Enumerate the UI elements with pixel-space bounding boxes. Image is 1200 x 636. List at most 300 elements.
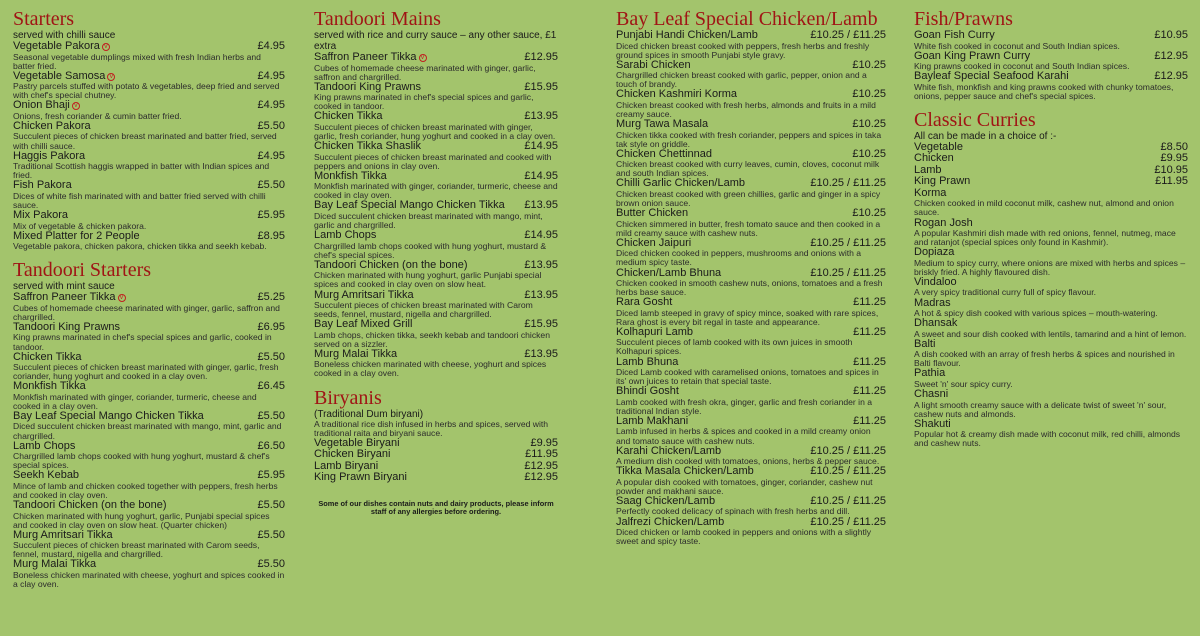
menu-item-name-text: Chicken Pakora: [13, 119, 91, 132]
menu-item: [914, 218, 1188, 248]
menu-item-name: [616, 30, 758, 42]
section-spacer: [13, 251, 285, 259]
menu-item-description: King prawns marinated in chef's special spices and garlic, cooked in tandoor.: [13, 332, 272, 352]
section-subtitle: served with rice and curry sauce – any other sauce, £1 extra: [314, 30, 557, 52]
menu-item-name-text: Bhindi Gosht: [616, 385, 679, 398]
menu-item-description: A light smooth creamy sauce with a delicate twist of sweet 'n' sour, cashew nuts and almonds.: [914, 399, 1167, 419]
menu-item-description: A hot & spicy dish cooked with various spices – mouth-watering.: [914, 308, 1158, 319]
menu-item-name-text: Pathia: [914, 367, 946, 380]
menu-item-price: £15.95: [524, 80, 558, 93]
menu-item-name-text: Chicken/Lamb Bhuna: [616, 266, 722, 279]
menu-item-name-text: Lamb Chops: [314, 229, 377, 242]
section-intro: A traditional rice dish infused in herbs and spices, served with traditional raita and biryani sauce.: [314, 418, 549, 438]
menu-item-description: Diced chicken cooked in peppers, mushrooms and onions with a medium spicy taste.: [616, 248, 862, 268]
menu-item-description: Chicken breast cooked with fresh herbs, almonds and fruits in a mild creamy sauce.: [616, 99, 876, 119]
menu-item-name-text: Saag Chicken/Lamb: [616, 494, 716, 507]
menu-item: [13, 151, 285, 181]
section-title: Tandoori Starters: [13, 259, 152, 282]
menu-item-row: [13, 210, 285, 222]
menu-item-price: £14.95: [524, 140, 558, 153]
menu-section: [13, 251, 285, 589]
menu-item-name: [314, 52, 427, 64]
menu-item-price: £10.95: [1154, 163, 1188, 176]
menu-item-description: Chicken breast cooked with curry leaves, cumin, cloves, coconut milk and south Indian spices.: [616, 159, 880, 179]
menu-item-description: Boneless chicken marinated with cheese, yoghurt and spices cooked in a clay oven.: [13, 569, 285, 589]
menu-item-price: £8.95: [257, 229, 285, 242]
menu-item-price: £10.25: [852, 147, 886, 160]
menu-item-price: £5.50: [257, 558, 285, 571]
menu-item-name-text: Monkfish Tikka: [13, 380, 86, 393]
menu-item: [616, 268, 886, 298]
menu-item: [13, 381, 285, 411]
menu-item-description: Traditional Scottish haggis wrapped in batter with Indian spices and fried.: [13, 161, 270, 181]
menu-item-row: [616, 119, 886, 131]
menu-item-price: £12.95: [524, 51, 558, 63]
menu-item-description: Diced lamb steeped in gravy of spicy mince, soaked with rare spices, Rara ghost is every bit regal in taste and appearance.: [616, 307, 879, 327]
menu-item-price: £6.50: [257, 439, 285, 452]
menu-item-name-text: Sarabi Chicken: [616, 58, 691, 71]
note-spacer: [314, 484, 558, 492]
section-spacer: [314, 379, 558, 387]
menu-item: [914, 176, 1188, 188]
menu-item: [13, 500, 285, 530]
menu-item-name-text: Murg Amritsari Tikka: [314, 288, 414, 301]
menu-item-row: [314, 319, 558, 331]
menu-item: [914, 368, 1188, 389]
menu-item-name-text: Murg Malai Tikka: [314, 347, 398, 360]
menu-item-name-text: Kolhapuri Lamb: [616, 325, 694, 338]
menu-item-price: £11.95: [525, 448, 558, 461]
menu-item-name-text: Shakuti: [914, 417, 951, 430]
menu-item: [616, 119, 886, 149]
menu-column-2: [314, 8, 558, 516]
menu-item-description: Succulent pieces of chicken breast marinated and batter fried, served with chilli sauce.: [13, 131, 277, 151]
menu-item-name-text: Dhansak: [914, 317, 958, 330]
menu-item: [13, 559, 285, 589]
menu-item-description: Succulent pieces of lamb cooked with its own juices in smooth Kolhapuri spices.: [616, 337, 853, 357]
menu-item-description: Chargrilled lamb chops cooked with hung yoghurt, mustard & chef's special spices.: [314, 240, 547, 260]
menu-item-description: King prawns cooked in coconut and South Indian spices.: [914, 61, 1130, 72]
menu-section: [914, 101, 1188, 449]
menu-item-name-text: Vegetable Pakora: [13, 40, 100, 52]
section-subtitle: served with chilli sauce: [13, 30, 116, 41]
menu-item-row: [13, 292, 285, 304]
menu-item-name-text: Murg Amritsari Tikka: [13, 528, 113, 541]
menu-item-name-text: Korma: [914, 186, 947, 199]
menu-item-price: £13.95: [524, 110, 558, 123]
menu-item-row: [914, 176, 1188, 188]
menu-item-name: [914, 71, 1069, 83]
section-spacer: [914, 101, 1188, 109]
menu-item: [914, 339, 1188, 369]
menu-item-description: Sweet 'n' sour spicy curry.: [914, 378, 1013, 389]
section-title: Starters: [13, 8, 75, 30]
menu-item: [13, 352, 285, 382]
menu-item-price: £5.50: [257, 179, 285, 192]
menu-item-description: A dish cooked with an array of fresh herbs & spices and nourished in Balti flavour.: [914, 349, 1175, 369]
menu-item-name: [13, 210, 68, 222]
menu-item-price: £14.95: [524, 169, 558, 182]
menu-item-row: [616, 30, 886, 42]
menu-item-price: £10.25 / £11.25: [810, 177, 886, 190]
menu-item-price: £14.95: [524, 229, 558, 242]
menu-item: [314, 141, 558, 171]
menu-item-price: £13.95: [524, 199, 558, 212]
menu-item-name-text: Saffron Paneer Tikka: [13, 291, 116, 304]
menu-item-description: Chicken simmered in butter, fresh tomato sauce and then cooked in a mild creamy sauce with cashew nuts.: [616, 218, 881, 238]
menu-item: [914, 30, 1188, 51]
menu-section: [314, 8, 558, 379]
menu-item: [914, 71, 1188, 101]
menu-item-price: £10.25 / £11.25: [810, 494, 886, 507]
menu-item: [914, 298, 1188, 319]
menu-item-price: £13.95: [524, 288, 558, 301]
menu-item: [914, 247, 1188, 277]
menu-item: [914, 153, 1188, 165]
menu-item-price: £4.95: [257, 99, 285, 112]
menu-item-description: Perfectly cooked delicacy of spinach with fresh herbs and dill.: [616, 506, 850, 517]
menu-item-name-text: Vegetable: [914, 140, 963, 153]
menu-item: [616, 208, 886, 238]
menu-item-price: £13.95: [524, 258, 558, 271]
menu-item-price: £8.50: [1160, 140, 1188, 153]
section-subtitle: served with mint sauce: [13, 281, 115, 293]
menu-item-description: Diced succulent chicken breast marinated with mango, mint, garlic and chargrilled.: [13, 421, 282, 441]
menu-item-description: Succulent pieces of chicken breast marinated with Carom seeds, fennel, mustard, nigella and chargrilled.: [314, 300, 533, 320]
menu-item-name-text: Madras: [914, 296, 951, 309]
menu-item-description: Diced Lamb cooked with caramelised onions, tomatoes and spices in its' own juices to retain that special taste.: [616, 367, 879, 387]
menu-item-description: Diced chicken breast cooked with peppers, fresh herbs and freshly ground spices in smooth Punjabi style gravy.: [616, 40, 870, 60]
menu-item: [13, 292, 285, 322]
menu-item-description: Succulent pieces of chicken breast marinated with Carom seeds, fennel, mustard, nigella and chargrilled.: [13, 540, 260, 560]
menu-item: [314, 200, 558, 230]
menu-item: [616, 327, 886, 357]
menu-item-price: £11.25: [853, 296, 886, 309]
menu-item-description: A very spicy traditional curry full of spicy flavour.: [914, 287, 1096, 298]
menu-item: [314, 472, 558, 484]
menu-item-name-text: Punjabi Handi Chicken/Lamb: [616, 29, 758, 41]
menu-item-name-text: Mix Pakora: [13, 209, 69, 222]
menu-item: [13, 530, 285, 560]
menu-item-description: Chicken cooked in smooth cashew nuts, onions, tomatoes and a fresh herbs base sauce.: [616, 278, 883, 298]
menu-item-price: £5.50: [257, 528, 285, 541]
menu-item-name-text: Haggis Pakora: [13, 149, 86, 162]
vegetarian-icon: V: [109, 73, 114, 80]
menu-item-name-text: Fish Pakora: [13, 179, 72, 192]
menu-item-name-text: Butter Chicken: [616, 207, 689, 220]
menu-item-price: £5.50: [257, 119, 285, 132]
menu-item-name-text: Chicken Kashmiri Korma: [616, 88, 738, 101]
menu-item-name-text: Bay Leaf Special Mango Chicken Tikka: [314, 199, 505, 212]
menu-item-description: Lamb cooked with fresh okra, ginger, garlic and fresh coriander in a traditional Indian style.: [616, 396, 873, 416]
menu-item-description: Diced chicken or lamb cooked in peppers and onions with a slightly sweet and spicy taste.: [616, 527, 872, 547]
menu-item-row: [914, 30, 1188, 42]
menu-item-name-text: Goan Fish Curry: [914, 29, 995, 41]
menu-item-price: £5.50: [257, 409, 285, 422]
menu-item: [13, 411, 285, 441]
menu-item-name-text: Murg Tawa Masala: [616, 118, 709, 131]
section-title: Biryanis: [314, 386, 382, 409]
menu-item: [914, 277, 1188, 298]
menu-item: [914, 389, 1188, 419]
menu-item-name-text: Tandoori Chicken (on the bone): [13, 499, 167, 512]
menu-item-name-text: Karahi Chicken/Lamb: [616, 444, 722, 457]
menu-item-price: £10.25 / £11.25: [810, 29, 886, 41]
menu-item-description: Mix of vegetable & chicken pakora.: [13, 220, 147, 231]
menu-item-name-text: Chicken Chettinnad: [616, 147, 713, 160]
menu-item-name-text: Chicken Biryani: [314, 448, 391, 461]
menu-item-row: [314, 230, 558, 242]
menu-item-name-text: Rara Gosht: [616, 296, 673, 309]
menu-item: [616, 149, 886, 179]
menu-item: [13, 210, 285, 231]
menu-item-name-text: Murg Malai Tikka: [13, 558, 97, 571]
menu-item-description: Boneless chicken marinated with cheese, yoghurt and spices cooked in a clay oven.: [314, 359, 547, 379]
menu-item: [616, 238, 886, 268]
menu-item-name-text: Onion Bhaji: [13, 99, 70, 112]
menu-item: [616, 297, 886, 327]
menu-item: [616, 416, 886, 446]
menu-item-name-text: Saffron Paneer Tikka: [314, 51, 417, 63]
menu-item-price: £10.25: [852, 207, 886, 220]
menu-item-price: £10.25 / £11.25: [810, 266, 886, 279]
menu-item-name: [314, 141, 421, 153]
menu-item: [616, 466, 886, 496]
menu-item-description: Chicken cooked in mild coconut milk, cashew nut, almond and onion sauce.: [914, 198, 1174, 218]
menu-item-description: Succulent pieces of chicken breast marinated with ginger, garlic, fresh coriander, hung yoghurt and cooked in a clay oven.: [314, 121, 556, 141]
menu-item-name: [616, 208, 688, 220]
menu-item-name-text: Dopiaza: [914, 246, 955, 259]
menu-column-4: [914, 8, 1188, 448]
menu-item-description: A popular Kashmiri dish made with red onions, fennel, nutmeg, mace and ratanjot (special spices only found in Kashmir).: [914, 228, 1176, 248]
menu-item-description: Monkfish marinated with ginger, coriander, turmeric, cheese and cooked in a clay oven.: [13, 391, 257, 411]
menu-item: [616, 89, 886, 119]
menu-item-name: [914, 30, 995, 42]
menu-item-name-text: Lamb: [914, 163, 942, 176]
menu-item-name: [314, 230, 376, 242]
menu-item-price: £12.95: [524, 459, 558, 472]
menu-item-price: £5.25: [257, 291, 285, 304]
menu-item-price: £10.25 / £11.25: [810, 515, 886, 528]
menu-item-name-text: Rogan Josh: [914, 216, 973, 229]
menu-item-price: £4.95: [257, 40, 285, 52]
menu-item-price: £9.95: [530, 436, 558, 449]
menu-item-price: £6.95: [257, 320, 285, 333]
vegetarian-icon: V: [420, 55, 425, 61]
menu-item-description: Chargrilled lamb chops cooked with hung yoghurt, mustard & chef's special spices.: [13, 451, 270, 471]
section-title: Bay Leaf Special Chicken/Lamb: [616, 8, 878, 30]
menu-item: [13, 100, 285, 121]
menu-item-name-text: Vindaloo: [914, 275, 957, 288]
menu-item-row: [914, 153, 1188, 165]
vegetarian-icon: V: [103, 44, 108, 50]
menu-item: [616, 357, 886, 387]
menu-item-name-text: Chilli Garlic Chicken/Lamb: [616, 177, 745, 190]
menu-item-description: Chicken marinated with hung yoghurt, garlic, Punjabi special spices and cooked in clay oven on slow heat. (Quarter chicken): [13, 510, 270, 530]
menu-item-name-text: Bayleaf Special Seafood Karahi: [914, 70, 1069, 83]
section-subtitle: (Traditional Dum biryani): [314, 408, 424, 420]
menu-item: [314, 290, 558, 320]
menu-item: [616, 30, 886, 60]
menu-item-name-text: Tandoori Chicken (on the bone): [314, 258, 468, 271]
menu-item-description: Popular hot & creamy dish made with coconut milk, red chilli, almonds and cashew nuts.: [914, 429, 1181, 449]
vegetarian-icon: V: [119, 295, 124, 302]
section-subtitle: All can be made in a choice of :-: [914, 130, 1057, 142]
menu-item-row: [314, 472, 558, 484]
menu-item-price: £11.25: [853, 355, 886, 368]
menu-item-description: Chicken tikka cooked with fresh coriander, peppers and spices in taka tak style on griddle.: [616, 129, 882, 149]
menu-item-price: £10.95: [1154, 29, 1188, 41]
menu-item-description: Medium to spicy curry, where onions are mixed with herbs and spices – briskly fried. A highly flavoured dish.: [914, 257, 1186, 277]
menu-item-description: Lamb chops, chicken tikka, seekh kebab and tandoori chicken served on a sizzler.: [314, 329, 550, 349]
menu-item-name: [616, 119, 708, 131]
menu-item: [314, 52, 558, 82]
menu-item-price: £10.25 / £11.25: [810, 236, 886, 249]
menu-item-price: £11.25: [853, 325, 886, 338]
menu-item-name: [13, 41, 110, 53]
menu-item-row: [914, 389, 1188, 401]
menu-item-name-text: Monkfish Tikka: [314, 169, 387, 182]
menu-item: [914, 188, 1188, 218]
menu-item-name-text: Jalfrezi Chicken/Lamb: [616, 515, 725, 528]
menu-item: [314, 230, 558, 260]
menu-item-price: £11.95: [1155, 175, 1188, 188]
menu-item-price: £6.45: [257, 380, 285, 393]
menu-item: [314, 319, 558, 349]
menu-item-price: £4.95: [257, 149, 285, 162]
menu-item-name-text: Lamb Bhuna: [616, 355, 679, 368]
menu-item-name-text: Chicken Jaipuri: [616, 236, 692, 249]
menu-item-price: £11.25: [853, 414, 886, 427]
menu-item-price: £10.25: [852, 118, 886, 131]
menu-item-row: [914, 71, 1188, 83]
menu-item-name-text: Vegetable Biryani: [314, 436, 400, 449]
menu-item-name-text: Chicken Tikka: [314, 110, 383, 123]
menu-item: [616, 386, 886, 416]
menu-item-description: Lamb infused in herbs & spices and cooked in a mild creamy onion and tomato sauce with cashew nuts.: [616, 426, 871, 446]
menu-section: [314, 379, 558, 484]
menu-item-price: £5.50: [257, 499, 285, 512]
menu-item-name: [314, 472, 407, 484]
menu-item-description: Succulent pieces of chicken breast marinated with ginger, garlic, fresh coriander, hung yoghurt and cooked in a clay oven.: [13, 362, 279, 382]
menu-section: [914, 8, 1188, 101]
menu-item-description: Mince of lamb and chicken cooked together with peppers, fresh herbs and cooked in clay oven.: [13, 480, 278, 500]
menu-item-row: [314, 141, 558, 153]
menu-item-name-text: Tikka Masala Chicken/Lamb: [616, 465, 754, 478]
menu-item-name: [314, 319, 412, 331]
menu-item-row: [13, 41, 285, 53]
menu-item-name-text: Tandoori King Prawns: [13, 320, 121, 333]
menu-item: [314, 349, 558, 379]
menu-item-name-text: Tandoori King Prawns: [314, 80, 422, 93]
allergy-note: Some of our dishes contain nuts and dairy products, please inform staff of any allergies before ordering.: [318, 498, 554, 516]
menu-item: [616, 517, 886, 547]
menu-item: [616, 496, 886, 517]
menu-item-description: Chargrilled chicken breast cooked with garlic, pepper, onion and a touch of brandy.: [616, 70, 867, 90]
menu-item-description: Succulent pieces of chicken breast marinated and cooked with peppers and onions in clay oven.: [314, 151, 552, 171]
menu-item-description: A medium dish cooked with tomatoes, onions, herbs & pepper sauce.: [616, 456, 880, 467]
menu-item-name: [914, 389, 948, 401]
menu-item-description: White fish, monkfish and king prawns cooked with chunky tomatoes, onions, pepper sauce and chef's special spices.: [914, 81, 1174, 101]
section-title: Classic Curries: [914, 108, 1036, 131]
section-title: Fish/Prawns: [914, 8, 1013, 30]
menu-item-description: Dices of white fish marinated with and batter fried served with chilli sauce.: [13, 190, 266, 210]
menu-item-name-text: Lamb Makhani: [616, 414, 689, 427]
menu-item: [314, 82, 558, 112]
menu-item-name-text: Chicken Tikka: [13, 350, 82, 363]
menu-item-description: Seasonal vegetable dumplings mixed with fresh Indian herbs and batter fried.: [13, 51, 261, 71]
menu-item-price: £13.95: [524, 347, 558, 360]
vegetarian-icon: V: [73, 103, 78, 110]
menu-item-name-text: Lamb Chops: [13, 439, 76, 452]
menu-item-price: £15.95: [524, 318, 558, 331]
menu-item-price: £10.25 / £11.25: [810, 465, 886, 478]
menu-item-description: Chicken breast cooked with green chillies, garlic and ginger in a spicy brown onion sauce.: [616, 188, 881, 209]
menu-item-price: £4.95: [257, 69, 285, 82]
menu-item: [314, 111, 558, 141]
menu-item-description: Diced succulent chicken breast marinated with mango, mint, garlic and chargrilled.: [314, 210, 543, 231]
menu-item-price: £5.95: [257, 469, 285, 482]
menu-item: [314, 260, 558, 290]
menu-item-price: £10.25: [852, 58, 886, 71]
menu-item-name-text: Bay Leaf Special Mango Chicken Tikka: [13, 409, 204, 422]
menu-item-price: £10.25 / £11.25: [810, 444, 886, 457]
menu-item-description: White fish cooked in coconut and South Indian spices.: [914, 40, 1120, 51]
menu-column-3: [616, 8, 886, 546]
menu-item-name: [13, 500, 166, 512]
menu-item-price: £10.25: [852, 88, 886, 101]
menu-item-name-text: Seekh Kebab: [13, 469, 80, 482]
menu-item: [914, 51, 1188, 72]
section-title: Tandoori Mains: [314, 8, 441, 30]
menu-item: [616, 178, 886, 208]
menu-item-description: Monkfish marinated with ginger, coriander, turmeric, cheese and cooked in clay oven.: [314, 181, 558, 201]
menu-item: [13, 180, 285, 210]
menu-item-row: [616, 466, 886, 478]
menu-item-description: Cubes of homemade cheese marinated with ginger, garlic, saffron and chargrilled.: [314, 62, 536, 82]
menu-item: [13, 231, 285, 252]
menu-section: [13, 8, 285, 251]
menu-item-price: £5.95: [257, 209, 285, 222]
menu-item: [13, 71, 285, 101]
menu-item-description: King prawns marinated in chef's special spices and garlic, cooked in tandoor.: [314, 92, 534, 112]
menu-item-price: £12.95: [1154, 49, 1188, 62]
menu-item-price: £9.95: [1160, 152, 1188, 165]
menu-item: [13, 322, 285, 352]
menu-item: [314, 171, 558, 201]
menu-section: [616, 8, 886, 546]
menu-item-name-text: Balti: [914, 337, 936, 350]
menu-item-description: Vegetable pakora, chicken pakora, chicken tikka and seekh kebab.: [13, 241, 267, 252]
menu-item: [13, 441, 285, 471]
menu-item-name-text: Chasni: [914, 388, 949, 400]
menu-item-name-text: King Prawn Biryani: [314, 471, 407, 484]
menu-item-name-text: Vegetable Samosa: [13, 69, 106, 82]
menu-item-name-text: Chicken Tikka Shaslik: [314, 140, 421, 153]
menu-item-description: A popular dish cooked with tomatoes, ginger, coriander, cashew nut powder and makhani sauce.: [616, 476, 873, 496]
menu-item-name-text: King Prawn: [914, 175, 971, 188]
menu-item-name-text: Bay Leaf Mixed Grill: [314, 318, 413, 331]
menu-item: [914, 142, 1188, 154]
menu-item-row: [616, 208, 886, 220]
menu-item-name-text: Lamb Biryani: [314, 459, 379, 472]
menu-item: [13, 470, 285, 500]
menu-item-name-text: Chicken: [914, 152, 954, 165]
menu-item: [914, 318, 1188, 339]
menu-item: [616, 446, 886, 467]
menu-item-row: [914, 318, 1188, 330]
menu-item-description: Pastry parcels stuffed with potato & vegetables, deep fried and served with chef's special chutney.: [13, 81, 280, 101]
